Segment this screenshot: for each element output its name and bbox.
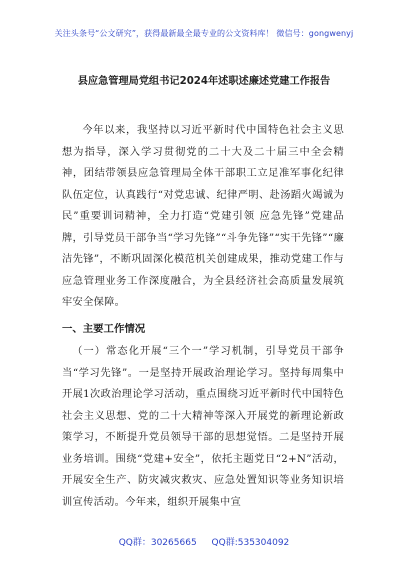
intro-paragraph: 今年以来，我坚持以习近平新时代中国特色社会主义思想为指导，深入学习贯彻党的二十大及二十届三中全会精神，团结带领县应急管理局全体干部职工立足准军事化纪律队伍定位，认真践行“对党忠诚、纪律严明、赴汤蹈火竭诚为民”重要训词精神，全力打造“党建引领 应急先锋”党建品牌，引导党员干部争当“学习先锋”“斗争先锋”“实干先锋”“廉洁先锋”，不断巩固深化模范机关创建成果，推动党建工作与应急管理业务工作深度融合，为全县经济社会高质量发展筑牢安全保障。 xyxy=(62,125,344,308)
section-heading: 一、主要工作情况 xyxy=(62,323,146,335)
footer-qq-group-1: QQ群：30265665 xyxy=(118,538,197,548)
footer-qq-group-2: QQ群:535304092 xyxy=(211,538,290,548)
document-title: 县应急管理局党组书记2024年述职述廉述党建工作报告 xyxy=(77,76,331,87)
header-banner: 关注头条号“公文研究”，获得最新最全最专业的公文资料库！ 微信号：gongwenyj xyxy=(54,29,354,38)
footer xyxy=(0,535,408,548)
section-paragraph: （一）常态化开展“三个一”学习机制，引导党员干部争当“学习先锋”。一是坚持开展政治理论学习。坚持每周集中开展1次政治理论学习活动，重点围绕习近平新时代中国特色社会主义思想、党的二十大精神等深入开展党的新理论新政策学习，不断提升党员领导干部的思想觉悟。二是坚持开展业务培训。围绕“党建+安全”，依托主题党日“2+N”活动，开展安全生产、防灾减灾救灾、应急处置知识等业务知识培训宣传活动。今年来，组织开展集中宣 xyxy=(62,346,344,508)
